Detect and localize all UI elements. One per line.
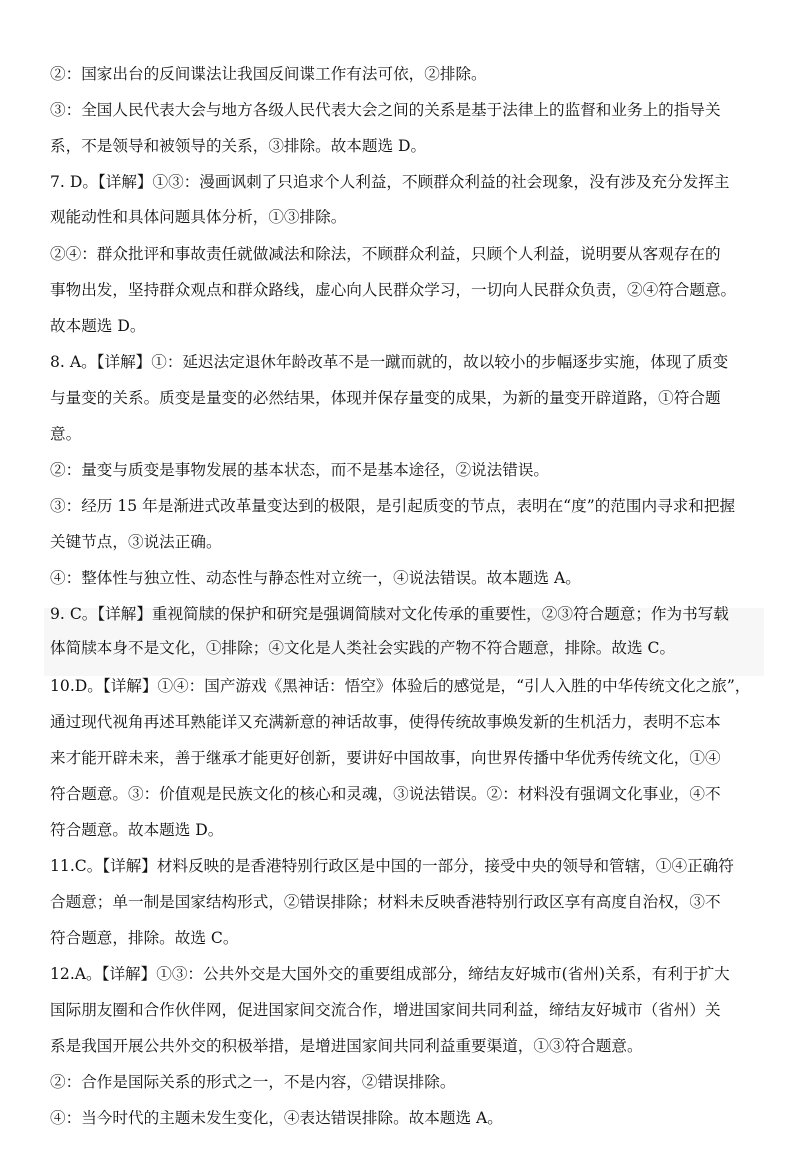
- text-line: ②：合作是国际关系的形式之一，不是内容，②错误排除。: [50, 1073, 456, 1091]
- text-line: 事物出发，坚持群众观点和群众路线，虚心向人民群众学习，一切向人民群众负责，②④符合题意。: [50, 281, 737, 299]
- text-line: 合题意；单一制是国家结构形式，②错误排除；材料未反映香港特别行政区享有高度自治权，③不: [50, 893, 721, 911]
- text-line: 符合题意。故本题选 D。: [50, 821, 224, 839]
- text-line: 8. A。【详解】①：延迟法定退休年龄改革不是一蹴而就的，故以较小的步幅逐步实施，体现了质变: [50, 353, 729, 371]
- text-line: 来才能开辟未来，善于继承才能更好创新，要讲好中国故事，向世界传播中华优秀传统文化，①④: [50, 749, 721, 767]
- text-line: 系是我国开展公共外交的积极举措，是增进国家间共同利益重要渠道，①③符合题意。: [50, 1037, 643, 1055]
- text-line: ③：全国人民代表大会与地方各级人民代表大会之间的关系是基于法律上的监督和业务上的指导关: [50, 101, 721, 119]
- text-line: ④：整体性与独立性、动态性与静态性对立统一，④说法错误。故本题选 A。: [50, 569, 581, 587]
- text-line: 意。: [50, 425, 82, 443]
- text-line: ③：经历 15 年是渐进式改革量变达到的极限，是引起质变的节点，表明在“度”的范围内寻求和把握: [50, 497, 736, 515]
- text-line: 观能动性和具体问题具体分析，①③排除。: [50, 208, 347, 226]
- text-line: 12.A。【详解】①③：公共外交是大国外交的重要组成部分，缔结友好城市(省州)关系，有利于扩大: [50, 965, 730, 983]
- text-line: ②④：群众批评和事故责任就做减法和除法，不顾群众利益，只顾个人利益，说明要从客观存在的: [50, 245, 721, 263]
- text-line: 7. D。【详解】①③：漫画讽刺了只追求个人利益，不顾群众利益的社会现象，没有涉及充分发挥主: [50, 173, 730, 191]
- text-line: ②：国家出台的反间谍法让我国反间谍工作有法可依，②排除。: [50, 65, 487, 83]
- text-line: 11.C。【详解】材料反映的是香港特别行政区是中国的一部分，接受中央的领导和管辖，①④正确符: [50, 857, 734, 875]
- text-line: 通过现代视角再述耳熟能详又充满新意的神话故事，使得传统故事焕发新的生机活力，表明不忘本: [50, 713, 721, 731]
- text-line: ④：当今时代的主题未发生变化，④表达错误排除。故本题选 A。: [50, 1109, 503, 1127]
- text-line: 国际朋友圈和合作伙伴网，促进国家间交流合作，增进国家间共同利益，缔结友好城市（省州）关: [50, 1001, 721, 1019]
- text-line: 系，不是领导和被领导的关系，③排除。故本题选 D。: [50, 137, 427, 155]
- text-line: 符合题意。③：价值观是民族文化的核心和灵魂，③说法错误。②：材料没有强调文化事业，④不: [50, 785, 721, 803]
- text-line: 关键节点，③说法正确。: [50, 533, 222, 551]
- text-line: 9. C。【详解】重视简牍的保护和研究是强调简牍对文化传承的重要性，②③符合题意；作为书写载: [50, 605, 729, 623]
- text-line: 与量变的关系。质变是量变的必然结果，体现并保存量变的成果，为新的量变开辟道路，①符合题: [50, 389, 721, 407]
- text-line: 符合题意，排除。故选 C。: [50, 929, 239, 947]
- text-line: ②：量变与质变是事物发展的基本状态，而不是基本途径，②说法错误。: [50, 461, 550, 479]
- text-line: 故本题选 D。: [50, 317, 146, 335]
- text-line: 体简牍本身不是文化，①排除；④文化是人类社会实践的产物不符合题意，排除。故选 C。: [50, 639, 676, 657]
- text-line: 10.D。【详解】①④：国产游戏《黑神话：悟空》体验后的感觉是，“引人入胜的中华传统文化之旅”，: [50, 677, 751, 695]
